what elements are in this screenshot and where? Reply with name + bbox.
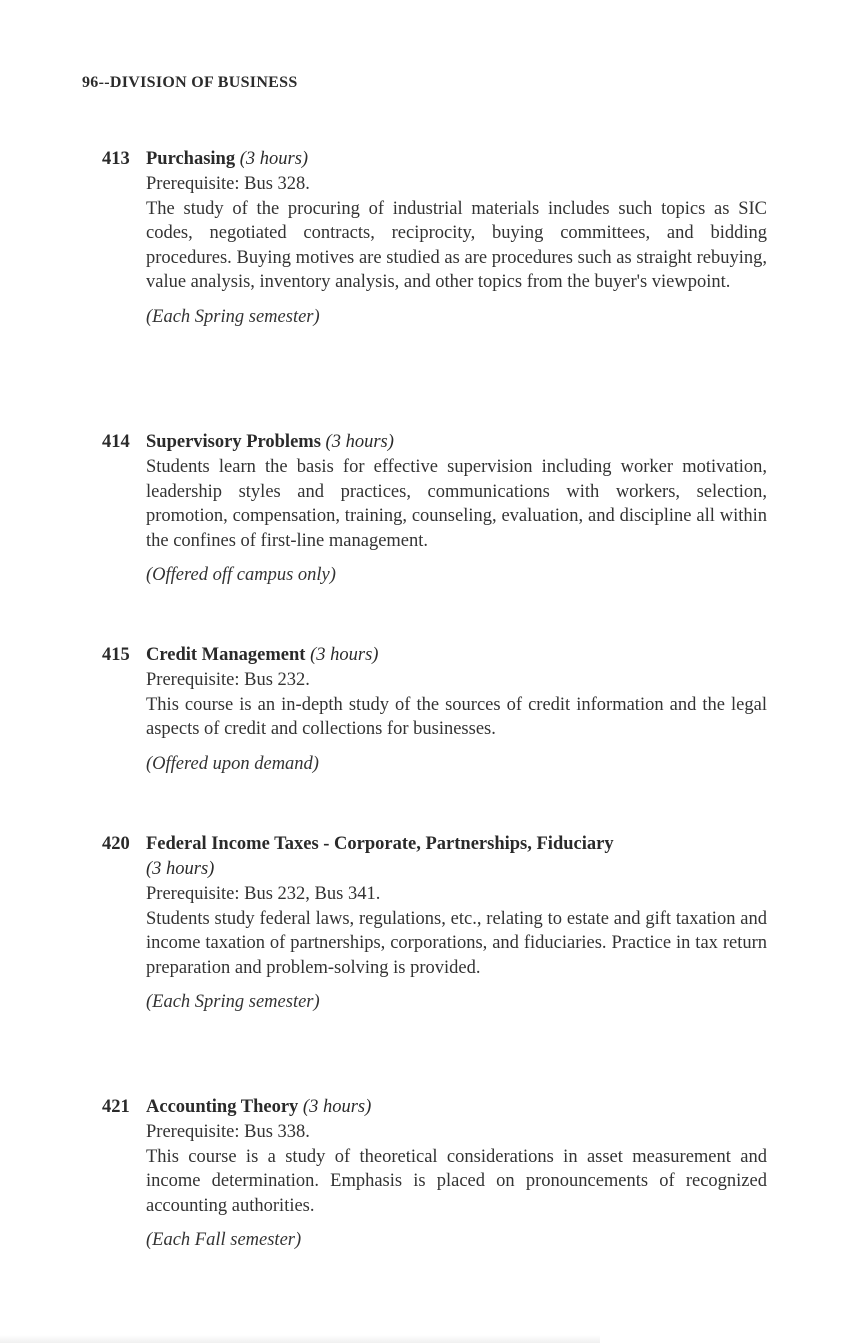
course-body <box>146 1120 767 1253</box>
course-title: Credit Management <box>146 645 306 665</box>
course-number: 420 <box>102 834 130 854</box>
course-title: Accounting Theory <box>146 1097 299 1117</box>
course-description: This course is an in-depth study of the sources of credit information and the legal aspects of credit and collections for businesses. <box>146 694 767 739</box>
course-offering: (Offered off campus only) <box>146 565 336 585</box>
course-number: 413 <box>102 149 130 169</box>
course-hours: (3 hours) <box>146 859 215 879</box>
course-body <box>146 172 767 329</box>
course-entry <box>102 430 767 588</box>
course-description: The study of the procuring of industrial materials includes such topics as SIC codes, negotiated contracts, reciprocity, buying committees, and bidding procedures. Buying motives are studied as are procedures such as straight rebuying, value analysis, inventory analysis, and other topics from the buyer's viewpoint. <box>146 198 767 292</box>
course-offering: (Offered upon demand) <box>146 753 319 774</box>
course-entry <box>102 147 767 329</box>
course-number: 415 <box>102 645 130 665</box>
course-prerequisite: Prerequisite: Bus 232. <box>146 670 310 690</box>
scan-edge-shadow <box>0 1335 600 1343</box>
course-number: 421 <box>102 1097 130 1117</box>
course-entry <box>102 832 767 1015</box>
course-heading <box>102 147 767 172</box>
course-body <box>146 668 767 776</box>
course-hours: (3 hours) <box>325 432 394 452</box>
course-heading <box>102 1095 767 1120</box>
course-body <box>146 882 767 1015</box>
course-prerequisite: Prerequisite: Bus 328. <box>146 174 310 194</box>
course-title: Purchasing <box>146 149 236 169</box>
course-number: 414 <box>102 432 130 452</box>
course-offering: (Each Spring semester) <box>146 992 320 1012</box>
course-title: Federal Income Taxes - Corporate, Partnerships, Fiduciary <box>146 834 614 854</box>
course-heading <box>102 832 767 882</box>
course-prerequisite: Prerequisite: Bus 338. <box>146 1122 310 1142</box>
course-offering: (Each Fall semester) <box>146 1230 302 1250</box>
course-description: Students learn the basis for effective supervision including worker motivation, leadership styles and practices, communications with workers, selection, promotion, compensation, training, counseling, evaluation, and discipline all within the confines of first-line management. <box>146 457 767 551</box>
course-description: This course is a study of theoretical considerations in asset measurement and income determination. Emphasis is placed on pronouncements of recognized accounting authorities. <box>146 1146 767 1216</box>
course-offering: (Each Spring semester) <box>146 306 320 327</box>
course-title: Supervisory Problems <box>146 432 321 452</box>
course-hours: (3 hours) <box>239 149 309 169</box>
course-description: Students study federal laws, regulations, etc., relating to estate and gift taxation and income taxation of partnerships, corporations, and fiduciaries. Practice in tax return preparation and problem-solving is provided. <box>146 908 767 978</box>
course-entry <box>102 1095 767 1253</box>
course-hours: (3 hours) <box>302 1097 372 1117</box>
course-heading <box>102 643 767 668</box>
course-prerequisite: Prerequisite: Bus 232, Bus 341. <box>146 884 381 904</box>
course-heading <box>102 430 767 455</box>
course-hours: (3 hours) <box>310 645 379 665</box>
course-entry <box>102 643 767 776</box>
running-head: 96--DIVISION OF BUSINESS <box>82 74 298 91</box>
course-body <box>146 455 767 588</box>
